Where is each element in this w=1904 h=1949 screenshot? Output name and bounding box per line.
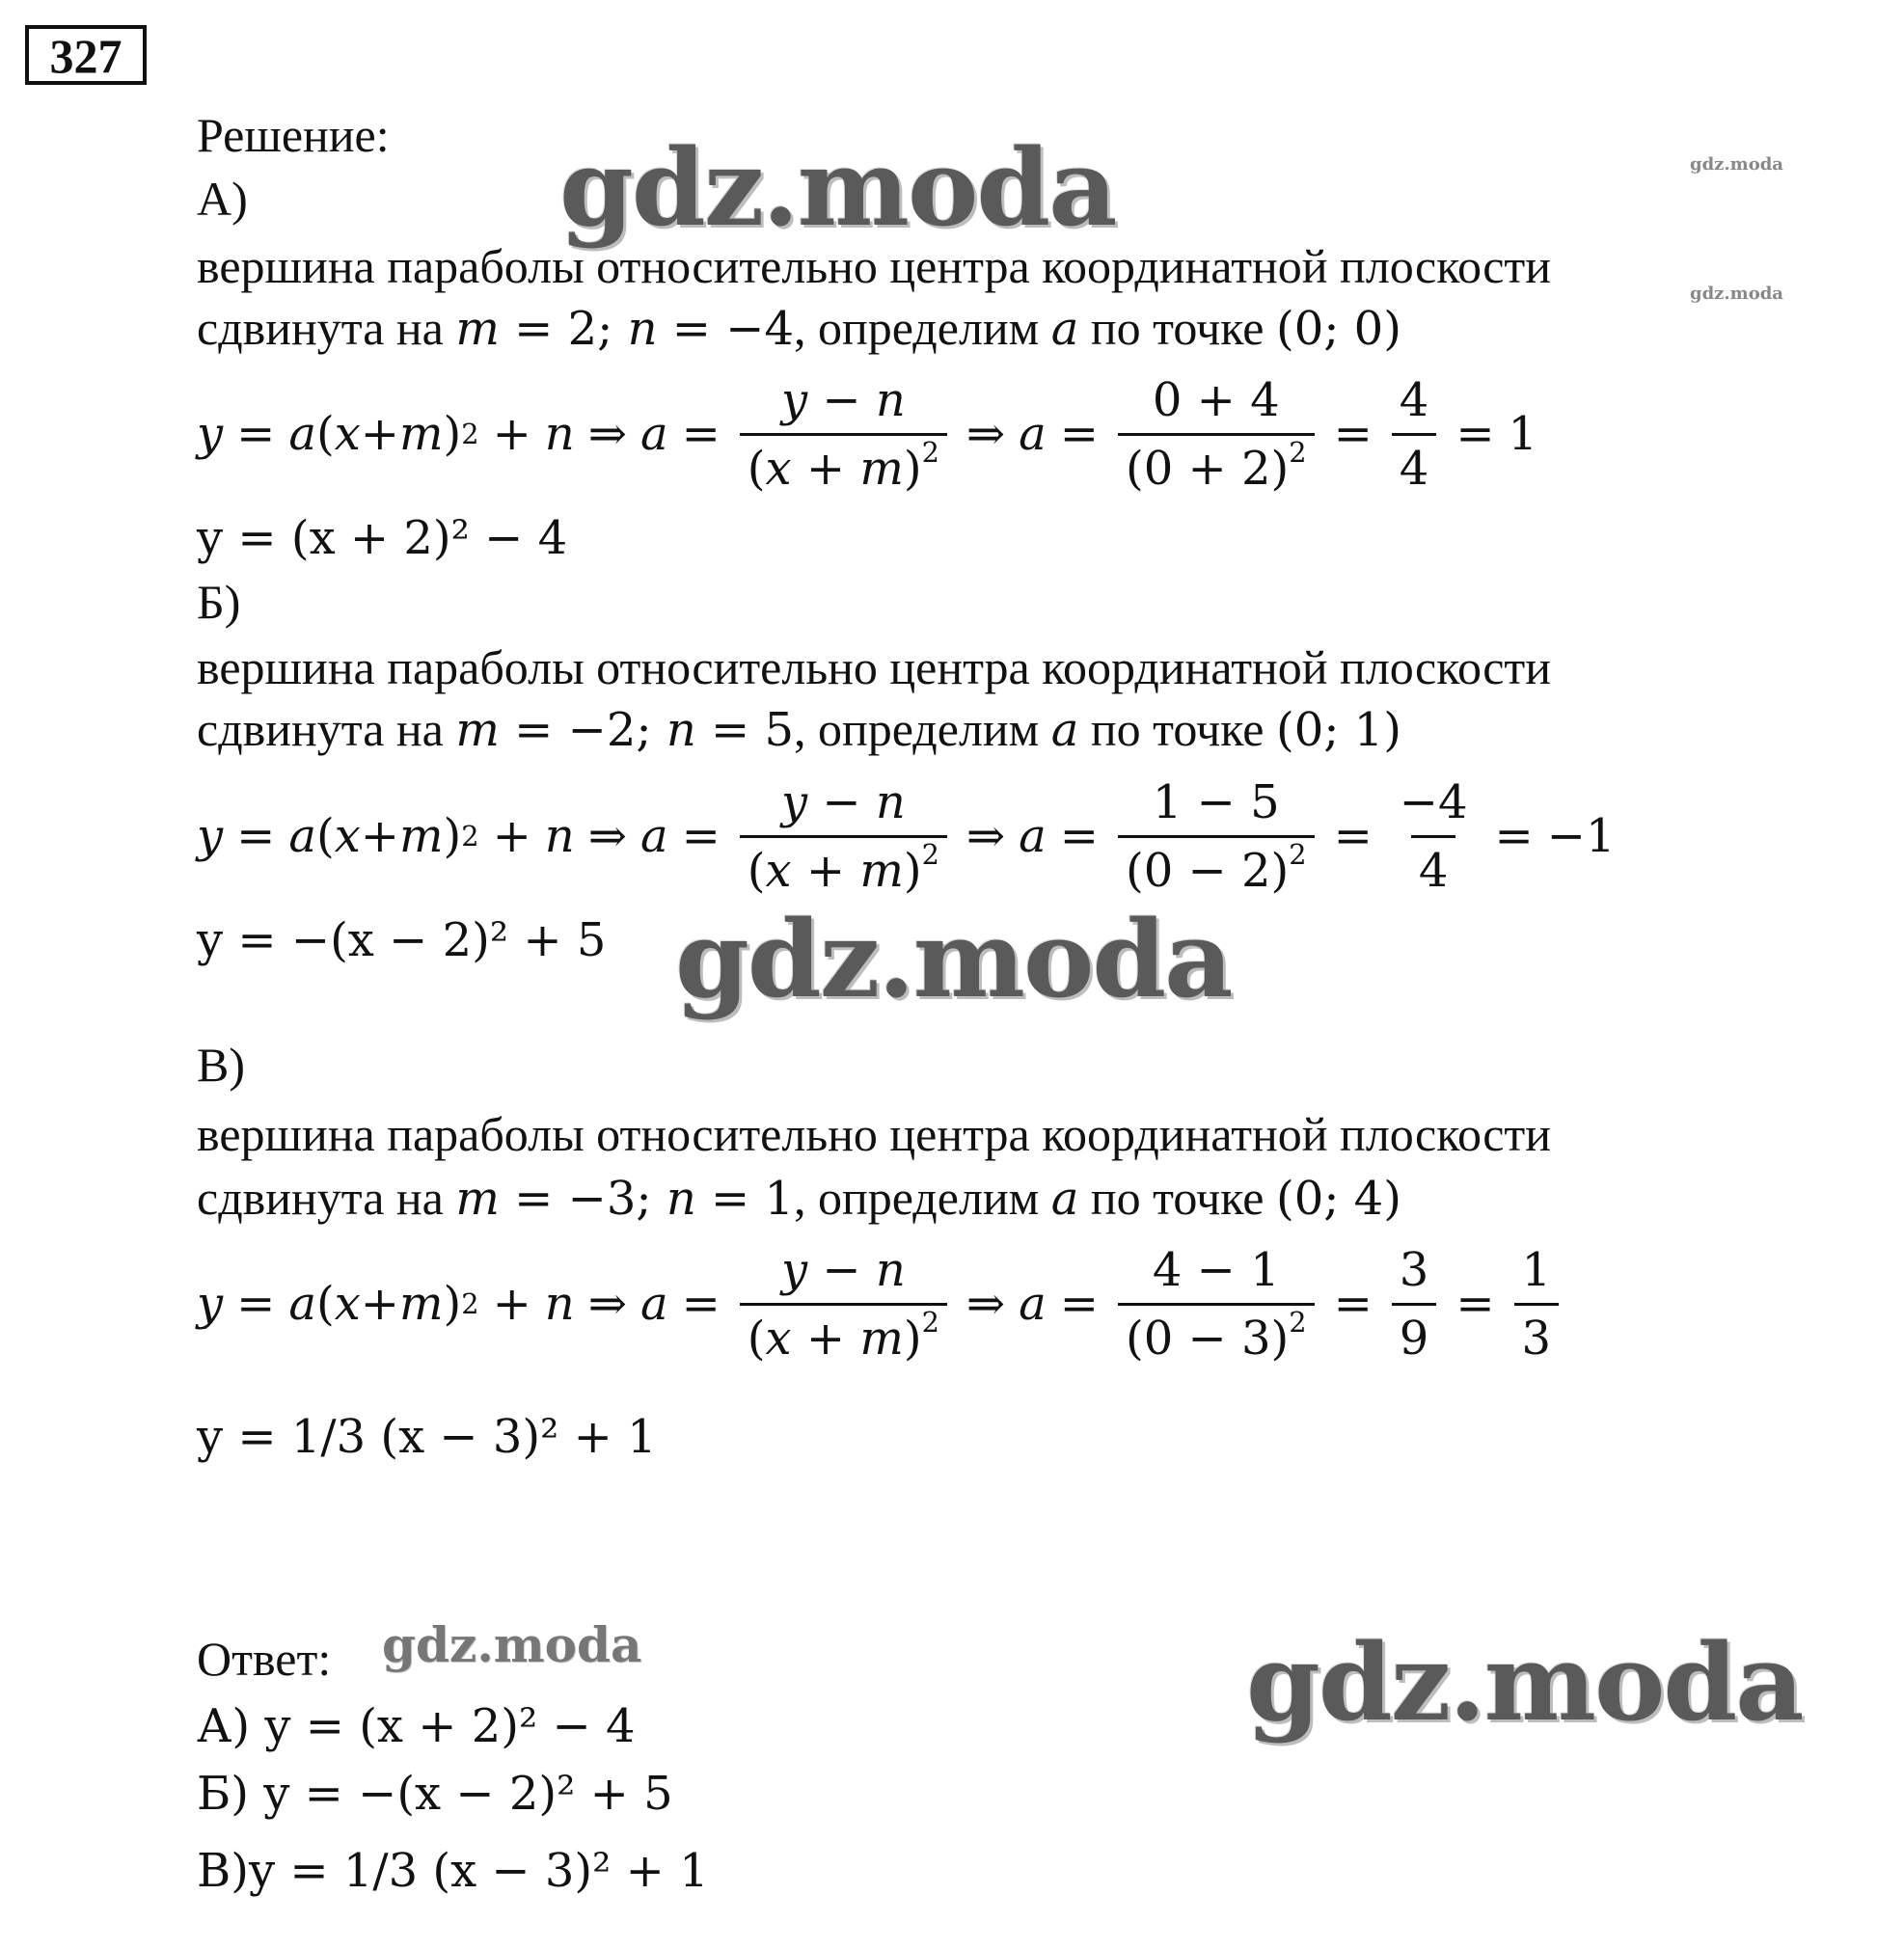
- part-b-label: Б): [197, 575, 241, 629]
- part-c-result: y = 1/3 (x − 3)² + 1: [197, 1410, 657, 1464]
- watermark-logo: gdz.moda: [1246, 1620, 1803, 1745]
- part-a-result: y = (x + 2)² − 4: [197, 511, 568, 565]
- answer-label: Ответ:: [197, 1632, 332, 1686]
- answer-b: Б) y = −(x − 2)² + 5: [197, 1767, 673, 1821]
- part-a-equation: y = a ( x + m ) 2 + n ⇒ a = $\frac{y - n}{(x + m)^2}$ ⇒ a = $\frac{0 + 4}{(0 + 2)^2}$ = $\frac{4}{4}$ = 1: [197, 372, 1538, 496]
- part-c-equation: y = a ( x + m ) 2 + n ⇒ a = $\frac{y - n}{(x + m)^2}$ ⇒ a = $\frac{4 - 1}{(0 - 3)^2}$ = $\frac{3}{9}$ = $\frac{1}{3}$: [197, 1241, 1564, 1367]
- part-b-shift-line: сдвинута на m = −2; n = 5, определим a по точке (0; 1): [197, 702, 1401, 757]
- answer-a: А) y = (x + 2)² − 4: [197, 1699, 636, 1753]
- part-b-equation: y = a ( x + m ) 2 + n ⇒ a = $\frac{y - n}{(x + m)^2}$ ⇒ a = $\frac{1 - 5}{(0 - 2)^2}$ = $\frac{-4}{4}$ = −1: [197, 774, 1616, 898]
- part-b-result: y = −(x − 2)² + 5: [197, 913, 607, 967]
- answer-c: В)y = 1/3 (x − 3)² + 1: [197, 1844, 709, 1898]
- watermark-logo: gdz.moda: [1690, 284, 1783, 304]
- watermark-logo: gdz.moda: [559, 125, 1116, 250]
- part-a-label: А): [197, 172, 248, 226]
- part-c-vertex-text: вершина параболы относительно центра координатной плоскости: [197, 1107, 1552, 1161]
- part-c-label: В): [197, 1038, 245, 1092]
- task-number: 327: [25, 25, 147, 85]
- watermark-logo: gdz.moda: [1690, 154, 1783, 175]
- part-c-shift-line: сдвинута на m = −3; n = 1, определим a по точке (0; 4): [197, 1171, 1401, 1226]
- solution-label: Решение:: [197, 108, 390, 162]
- watermark-logo: gdz.moda: [382, 1616, 642, 1673]
- part-a-vertex-text: вершина параболы относительно центра координатной плоскости: [197, 239, 1552, 293]
- part-a-shift-line: сдвинута на m = 2; n = −4, определим a по точке (0; 0): [197, 301, 1401, 356]
- part-b-vertex-text: вершина параболы относительно центра координатной плоскости: [197, 640, 1552, 694]
- watermark-logo: gdz.moda: [675, 897, 1232, 1021]
